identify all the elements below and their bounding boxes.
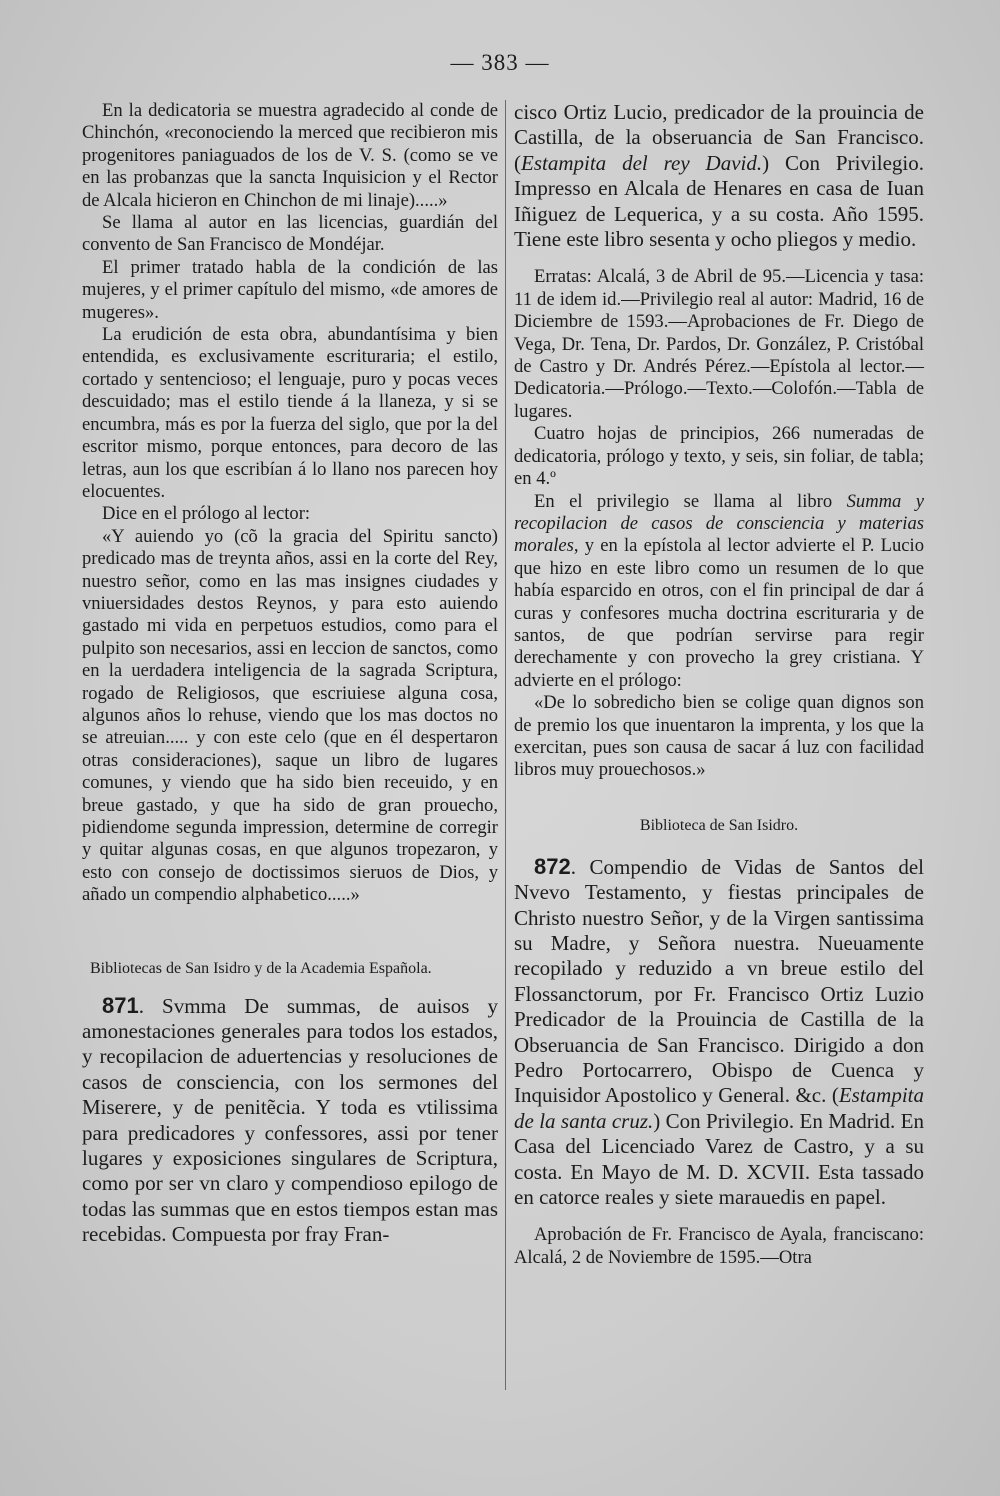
quote-imprenta: «De lo sobredicho bien se colige quan dignos son de premio los que inuentaron la imprenta, y los que la exercitan, pues son causa de sacar á luz con facilidad libros muy prouechosos.» [514,692,924,781]
paragraph-erratas: Erratas: Alcalá, 3 de Abril de 95.—Licencia y tasa: 11 de idem id.—Privilegio real al autor: Madrid, 16 de Diciembre de 1593.—Aprobaciones de Fr. Diego de Vega, Dr. Tena, Dr. Pardos, Dr. González, P. Cristóbal de Castro y Dr. Andrés Pérez.—Epístola al lector.—Dedicatoria.—Prólogo.—Texto.—Colofón.—Tabla de lugares. [514,266,924,422]
paragraph-prologo-intro: Dice en el prólogo al lector: [102,503,311,525]
column-divider [505,100,506,1390]
entry-871-cont-text-a: cisco Ortiz Lucio, predicador de la prouincia de Castilla, de la obseruancia de San Francisco. ( [514,100,924,175]
quote-prologo: «Y auiendo yo (cõ la gracia del Spiritu sancto) predicado mas de treynta años, assi en la corte del Rey, nuestro señor, como en las mas insignes ciudades y vniuersidades destos Reynos, y para esto auiendo gastado mi vida en perpetuos estudios, como para el pulpito son necesarios, assi en leccion de sanctos, como en la uerdadera inteligencia de la sagrada Scriptura, rogado de Religiosos, que escriuiese alguna cosa, algunos años lo rehuse, viendo que los mas doctos no se atreuian..... y con este celo (que en él despertaron otras consideraciones), saque un libro de lugares comunes, y viendo que ha sido bien receuido, y en breue gastado, y que ha sido de gran prouecho, pidiendome segunda impression, determine de corregir y quitar algunas cosas, en que algunos tropezaron, y esto con consejo de doctissimos sieruos de Dios, y añado un compendio alphabetico.....» [82,525,498,906]
entry-872-text-b: ) Con Privilegio. En Madrid. En Casa del Licenciado Varez de Castro, y a su costa. En Mayo de M. D. XCVII. Esta tassado en catorce reales y siete marauedis en papel. [514,1108,925,1210]
entry-871 [82,993,498,1248]
entry-871-text: . Svmma De summas, de auisos y amonestaciones generales para todos los estados, y recopilacion de aduertencias y resoluciones de casos de consciencia, con los sermones del Miserere, y de penitẽcia. Y toda es vtilissima para predicadores y confessores, assi por tener lugares y exposiciones singulares de Scriptura, como por ser vn claro y compendioso epilogo de todas las summas que en estos tiempos estan mas recebidas. Compuesta por fray Fran- [82,993,498,1247]
library-note-871: Bibliotecas de San Isidro y de la Academia Española. [90,959,432,977]
privilegio-text-a: En el privilegio se llama al libro [534,490,847,512]
entry-872 [514,854,924,1211]
entry-871-cont-italic: Estampita del rey David. [521,150,763,175]
right-column [514,100,924,1269]
privilegio-italic: Summa y recopilacion de casos de consciencia y materias morales [514,490,925,557]
left-column [82,100,498,1248]
entry-871-cont-text-b: ) Con Privilegio. Impresso en Alcala de Henares en casa de Iuan Iñiguez de Lequerica, y a su costa. Año 1595. Tiene este libro sesenta y ocho pliegos y medio. [514,150,924,252]
paragraph-aprobacion: Aprobación de Fr. Francisco de Ayala, franciscano: Alcalá, 2 de Noviembre de 1595.—Otra [514,1224,924,1268]
paragraph-erudicion: La erudición de esta obra, abundantísima y bien entendida, es exclusivamente escrituraria; el estilo, cortado y sentencioso; el lenguaje, puro y pocas veces descuidado; mas el estilo tiende á la llaneza, y si se encumbra, más es por la fuerza del siglo, que por la del escritor mismo, porque entonces, para decoro de las letras, aun los que escribían á lo llano nos parecen hoy elocuentes. [82,324,498,502]
entry-number-871: 871 [102,992,139,1018]
entry-871-continuation [514,100,924,252]
entry-872-italic: Estampita de la santa cruz. [514,1083,924,1133]
library-note-872: Biblioteca de San Isidro. [639,816,799,834]
paragraph-licencias: Se llama al autor en las licencias, guardián del convento de San Francisco de Mondéjar. [82,212,498,256]
entry-number-872: 872 [534,853,571,879]
paragraph-hojas: Cuatro hojas de principios, 266 numeradas de dedicatoria, prólogo y texto, y seis, sin foliar, de tabla; en 4.º [514,423,924,490]
entry-872-text-a: . Compendio de Vidas de Santos del Nvevo Testamento, y fiestas principales de Christo nuestro Señor, y de la Virgen santissima su Madre, y Señora nuestra. Nueuamente recopilado y reduzido a vn breue estilo del Flossanctorum, por Fr. Francisco Ortiz Luzio Predicador de la Prouincia de Castilla de la Obseruancia de San Francisco. Dirigido a don Pedro Portocarrero, Obispo de Cuenca y Inquisidor Apostolico y General. &c. ( [514,854,924,1108]
paragraph-dedicatoria: En la dedicatoria se muestra agradecido al conde de Chinchón, «reconociendo la merced que recibieron mis progenitores paniaguados de los de V. S. (como se ve en las probanzas que la sancta Inquisicion y el Rector de Alcala hicieron en Chinchon de mi linaje).....» [82,100,498,211]
paragraph-primer-tratado: El primer tratado habla de la condición de las mujeres, y el primer capítulo del mismo, «de amores de mugeres». [82,256,498,323]
paragraph-privilegio [514,491,924,693]
page-number: — 383 — [450,50,550,75]
privilegio-text-b: , y en la epístola al lector advierte el P. Lucio que hizo en este libro como un resumen de lo que había esparcido en otros, con el fin principal de dar á curas y confesores mucha doctrina escrituraria y de santos, de que podrían servirse para regir derechamente y con provecho la grey cristiana. Y advierte en el prólogo: [514,535,924,691]
